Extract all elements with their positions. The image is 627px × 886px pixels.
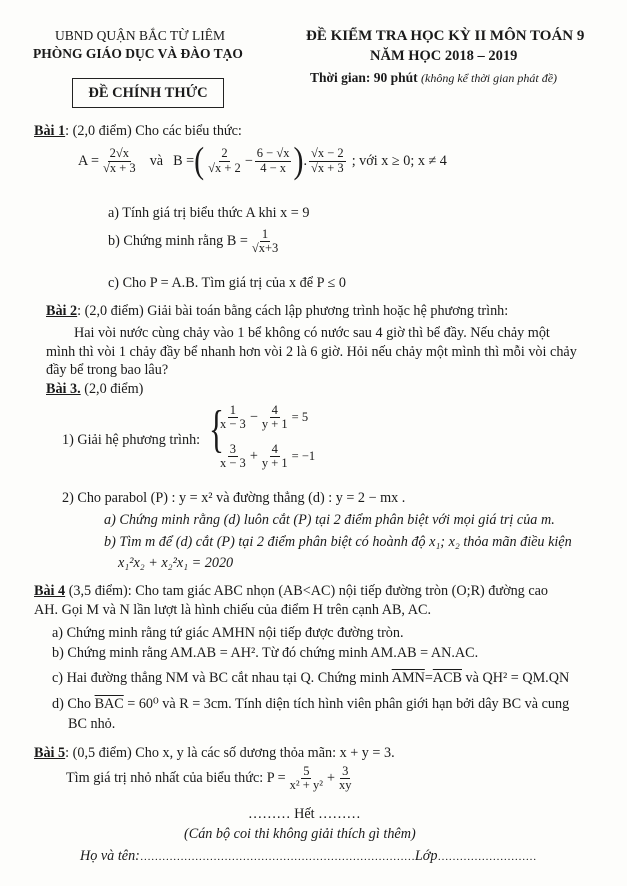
bai4-intro2: AH. Gọi M và N lần lượt là hình chiếu của điểm H trên cạnh AB, AC.: [34, 602, 431, 618]
fraction-a: $\frac{2√x}{√x + 3}$: [103, 146, 136, 175]
system-eq2: $\frac{3}{x - 3}$ + $\frac{4}{y + 1}$ = −1: [220, 442, 316, 471]
school-year: NĂM HỌC 2018 – 2019: [370, 48, 518, 64]
bai1-heading: Bài 1: (2,0 điểm) Cho các biểu thức:: [34, 123, 242, 139]
bai2-line1: Hai vòi nước cùng chảy vào 1 bể không có nước sau 4 giờ thì bể đầy. Nếu chảy một: [74, 325, 550, 341]
bai4-part-a: a) Chứng minh rằng tứ giác AMHN nội tiếp được đường tròn.: [52, 625, 404, 641]
bai1-part-b: b) Chứng minh rằng B = $\frac{1}{√x+3}$: [108, 227, 279, 256]
department-name: PHÒNG GIÁO DỤC VÀ ĐÀO TẠO: [33, 46, 243, 61]
bai3-part2a: a) Chứng minh rằng (d) luôn cắt (P) tại 2 điểm phân biệt với mọi giá trị của m.: [104, 512, 555, 528]
bai5-heading: Bài 5: (0,5 điểm) Cho x, y là các số dương thỏa mãn: x + y = 3.: [34, 745, 395, 761]
district-name: UBND QUẬN BẮC TỪ LIÊM: [55, 28, 225, 43]
bai3-part1-label: 1) Giải hệ phương trình:: [62, 432, 201, 448]
candidate-info: Họ và tên:…………………………………………………………………Lớp………………………: [80, 848, 537, 864]
bai3-part2: 2) Cho parabol (P) : y = x² và đường thẳng (d) : y = 2 − mx .: [62, 490, 406, 506]
exam-title: ĐỀ KIỂM TRA HỌC KỲ II MÔN TOÁN 9: [306, 28, 585, 44]
system-brace: {: [208, 401, 224, 458]
bai4-part-b: b) Chứng minh rằng AM.AB = AH². Từ đó chứng minh AM.AB = AN.AC.: [52, 645, 479, 661]
proctor-note: (Cán bộ coi thi không giải thích gì thêm): [184, 826, 416, 842]
bai1-expressions: A = $\frac{2√x}{√x + 3}$ và B = ( $\frac{2}{√x + 2}$ − $\frac{6 - √x}{4 - x}$ ) . $\frac{√x - 2}{√x + 3}$ ; với x ≥ 0; x ≠ 4: [78, 139, 447, 181]
fraction-b3: $\frac{√x - 2}{√x + 3}$: [311, 146, 344, 175]
bai3-part2b-condition: x₁²x₂ + x₂²x₁ = 2020: [118, 555, 234, 571]
bai3-part2b: b) Tìm m để (d) cắt (P) tại 2 điểm phân biệt có hoành độ x₁; x₂ thỏa mãn điều kiện: [104, 534, 572, 550]
bai3-heading: Bài 3. (2,0 điểm): [46, 381, 144, 397]
bai1-part-a: a) Tính giá trị biểu thức A khi x = 9: [108, 205, 310, 221]
bai1-part-c: c) Cho P = A.B. Tìm giá trị của x để P ≤ 0: [108, 275, 346, 291]
bai4-part-c: c) Hai đường thẳng NM và BC cắt nhau tại Q. Chứng minh $\overline{AMN}=\overline{ACB}$ và QH² = QM.QN: [52, 670, 570, 686]
bai5-expression: Tìm giá trị nhỏ nhất của biểu thức: P = $\frac{5}{\text{x² + y²}}$ + $\frac{3}{xy}$: [66, 764, 352, 793]
fraction-b1: $\frac{2}{√x + 2}$: [208, 146, 241, 175]
bai4-part-d: d) Cho $\overline{BAC} = 60^0$ và R = 3cm. Tính diện tích hình viên phân giới hạn bởi dây BC và cung: [52, 696, 570, 712]
bai4-heading: Bài 4 (3,5 điểm): Cho tam giác ABC nhọn (AB<AC) nội tiếp đường tròn (O;R) đường cao: [34, 583, 549, 599]
bai2-line2: mình thì vòi 1 chảy đầy bể nhanh hơn vòi 2 là 6 giờ. Hỏi nếu chảy một mình thì mỗi vòi chảy: [46, 344, 577, 360]
bai4-part-d-line2: BC nhỏ.: [68, 716, 116, 732]
bai2-heading: Bài 2: (2,0 điểm) Giải bài toán bằng cách lập phương trình hoặc hệ phương trình:: [46, 303, 509, 319]
bai2-line3: đầy bể trong bao lâu?: [46, 362, 169, 378]
exam-time: Thời gian: 90 phút (không kể thời gian phát đề): [310, 70, 558, 85]
fraction-b2: $\frac{6 - √x}{4 - x}$: [256, 146, 290, 175]
system-eq1: $\frac{1}{x - 3}$ − $\frac{4}{y + 1}$ = 5: [220, 403, 309, 432]
end-marker: ……… Hết ………: [248, 806, 361, 822]
official-exam-box: ĐỀ CHÍNH THỨC: [72, 78, 224, 108]
